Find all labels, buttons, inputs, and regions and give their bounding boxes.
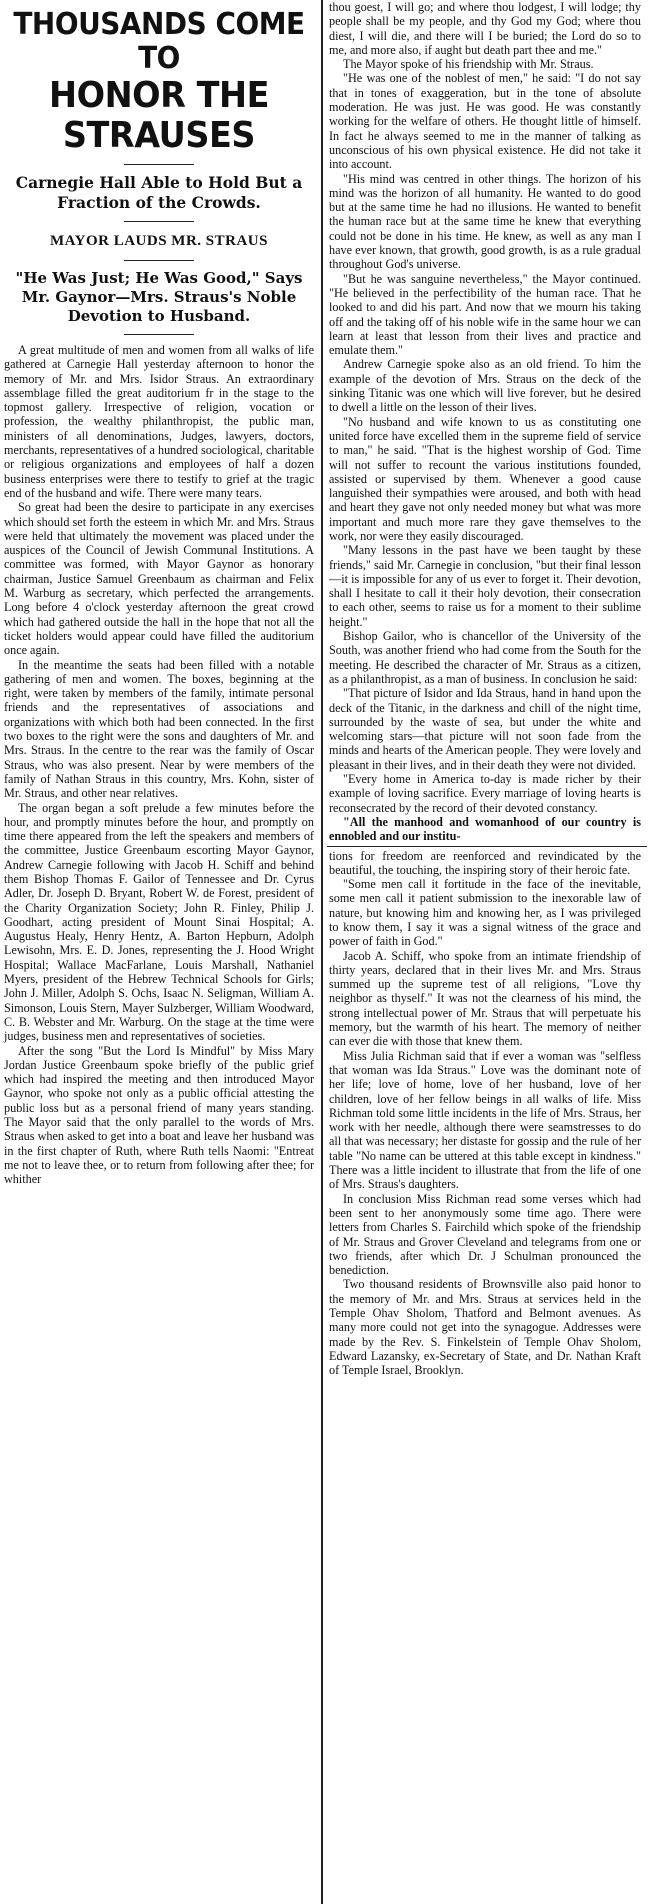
- paragraph: "That picture of Isidor and Ida Straus, hand in hand upon the deck of the Titanic, in the darkness and chill of the night time, surrounded by the waste of sea, but under the white and welcoming stars—that picture will not soon fade from the minds and hearts of the American people. They were lovely and pleasant in their lives, and in their death they were not divided.: [329, 686, 641, 772]
- paragraph: Andrew Carnegie spoke also as an old friend. To him the example of the devotion of Mrs. Straus on the deck of the sinking Titanic was one which will live forever, but he desired to dwell a little on the lesson of their lives.: [329, 357, 641, 415]
- paragraph: Jacob A. Schiff, who spoke from an intimate friendship of thirty years, declared that in their lives Mr. and Mrs. Straus summed up the supreme test of all religions, "Love thy neighbor as thyself." It was not the clearness of his mind, the strong intellectual power of Mr. Straus that will perpetuate his memory, but the warmth of his heart. The memory of neither can ever die with those that knew them.: [329, 948, 641, 1049]
- paragraph: "But he was sanguine nevertheless," the Mayor continued. "He believed in the perfectibility of the human race. That he looked to and did his part. And now that we mourn his taking off and the taking off of his noble wife in the same hour we can learn at least that lesson from their lives and practice and emulate them.": [329, 271, 641, 358]
- column-break-rule: [327, 846, 647, 847]
- paragraph: In conclusion Miss Richman read some verses which had been sent to her anonymously some time ago. There were letters from Charles S. Fairchild which spoke of the friendship of Mr. Straus and Grover Cleveland and telegrams from one or two friends, after which Dr. J Schulman pronounced the benediction.: [329, 1191, 641, 1278]
- divider: [124, 221, 194, 222]
- divider: [124, 164, 194, 165]
- headline-line-2: HONOR THE STRAUSES: [49, 75, 269, 156]
- column-rule: [321, 0, 323, 1904]
- paragraph: "All the manhood and womanhood of our country is ennobled and our institu-: [329, 814, 641, 844]
- headline: [11, 8, 307, 156]
- headline-line-1: THOUSANDS COME TO: [13, 7, 305, 76]
- paragraph: A great multitude of men and women from all walks of life gathered at Carnegie Hall yesterday afternoon to honor the memory of Mr. and Mrs. Isidor Straus. An extraordinary assemblage filled the great auditorium fr in the stage to the topmost gallery. Irrespective of religion, vocation or profession, the wealthy philanthropist, the public man, ministers of all denominations, Judges, lawyers, doctors, merchants, representatives of a hundred sociological, charitable or religious organizations and employees of half a dozen business enterprises were there to testify to grief at the tragic end of the husband and wife. There were many tears.: [4, 343, 314, 500]
- divider: [124, 334, 194, 335]
- subheadline-3: "He Was Just; He Was Good," Says Mr. Gaynor—Mrs. Straus's Noble Devotion to Husband.: [15, 269, 303, 325]
- paragraph: So great had been the desire to participate in any exercises which should set forth the esteem in which Mr. and Mrs. Straus were held that ultimately the movement was placed under the auspices of the Council of Jewish Communal Institutions. A committee was formed, with Mayor Gaynor as honorary chairman, Justice Samuel Greenbaum as chairman and Felix M. Warburg as secretary, which perfected the arrangements. Long before 4 o'clock yesterday afternoon the great crowd which had gathered outside the hall in the hope that not all the ticket holders would appear could have filled the auditorium once again.: [4, 500, 314, 658]
- paragraph: The organ began a soft prelude a few minutes before the hour, and promptly minutes before the hour, and promptly on time there appeared from the left the speakers and members of the committee, Justice Greenbaum escorting Mayor Gaynor, Andrew Carnegie following with Jacob H. Schiff and behind them Bishop Thomas F. Gailor of Tennessee and Dr. Cyrus Adler, Dr. Joseph D. Bryant, Robert W. de Forest, president of the Charity Organization Society; John R. Finley, Philip J. Goodhart, acting president of Mount Sinai Hospital; A. Augustus Healy, Henry Hentz, A. Barton Hepburn, Adolph Lewisohn, Mrs. E. D. Jones, representing the J. Hood Wright Hospital; Wallace MacFarlane, Louis Marshall, Nathaniel Myers, president of the Hebrew Technical Schools for Girls; John J. Miller, Adolph S. Ochs, Isaac N. Seligman, William A. Simonson, Louis Stern, Mayer Sulzberger, William Woodward, C. B. Webster and Mr. Warburg. On the stage at the time were judges, business men and representatives of societies.: [4, 800, 314, 1044]
- right-column: [327, 0, 647, 1904]
- article-body-right-continued: [329, 849, 641, 1378]
- paragraph: "Many lessons in the past have we been taught by these friends," said Mr. Carnegie in conclusion, "but their final lesson—it is impossible for any of us ever to forget it. Their devotion, shall I hesitate to call it their holy devotion, their consecration to each other, seems to raise us for a moment to their sublime height.": [329, 543, 641, 629]
- paragraph: "Every home in America to-day is made richer by their example of loving sacrifice. Every marriage of loving hearts is reconsecrated by the record of their devoted constancy.: [329, 772, 641, 815]
- divider: [124, 260, 194, 261]
- paragraph: "Some men call it fortitude in the face of the inevitable, some men call it patient submission to the inexorable law of nature, but knowing him and knowing her, as I was privileged to know them, I say it was a signal witness of the grace and power of faith in God.": [329, 877, 641, 949]
- paragraph: After the song "But the Lord Is Mindful" by Miss Mary Jordan Justice Greenbaum spoke briefly of the public grief which had inspired the meeting and then introduced Mayor Gaynor, who spoke not only as a public official attesting the public loss but as a personal friend of many years standing. The Mayor said that the only parallel to the words of Mrs. Straus when asked to get into a boat and leave her husband was in the first chapter of Ruth, where Ruth tells Naomi: "Entreat me not to leave thee, or to return from following after thee; for whither: [4, 1043, 314, 1187]
- paragraph: tions for freedom are reenforced and revindicated by the beautiful, the touching, the inspiring story of their heroic fate.: [329, 848, 641, 877]
- article-body-right: [329, 0, 641, 844]
- paragraph: thou goest, I will go; and where thou lodgest, I will lodge; thy people shall be my people, and thy God my God; where thou diest, I will die, and there will I be buried; the Lord do so to me, and more also, if aught but death part thee and me.": [329, 0, 641, 57]
- article-body-left: [4, 343, 314, 1187]
- paragraph: Bishop Gailor, who is chancellor of the University of the South, was another friend who had come from the South for the meeting. He described the character of Mr. Straus as a citizen, as a philanthropist, as a man of business. In conclusion he said:: [329, 629, 641, 686]
- subheadline-1: Carnegie Hall Able to Hold But a Fraction of the Crowds.: [15, 173, 303, 212]
- paragraph: "He was one of the noblest of men," he said: "I do not say that in tones of exaggeration, but in the tone of absolute moderation. He was just. He was good. He was constantly working for the welfare of others. He thought little of himself. In fact he always seemed to me in the manner of talking as unconscious of his own physical existence. He did not take it into account.: [329, 71, 641, 172]
- paragraph: In the meantime the seats had been filled with a notable gathering of men and women. The boxes, beginning at the right, were taken by members of the family, intimate personal friends and the representatives of associations and organizations with which both had been connected. In the first two boxes to the right were the sons and daughters of Mr. and Mrs. Straus. In the centre to the rear was the family of Oscar Straus, who was also present. Near by were members of the family of Nathan Straus in this country, Mrs. Kohn, sister of Mr. Straus, and other near relatives.: [4, 657, 314, 801]
- paragraph: The Mayor spoke of his friendship with Mr. Straus.: [343, 57, 594, 72]
- paragraph: Two thousand residents of Brownsville also paid honor to the memory of Mr. and Mrs. Straus at services held in the Temple Ohav Sholom, Thatford and Belmont avenues. As many more could not get into the synagogue. Addresses were made by the Rev. S. Finkelstein of Temple Ohav Sholom, Edward Lazansky, ex-Secretary of State, and Dr. Nathan Kraft of Temple Israel, Brooklyn.: [329, 1277, 641, 1378]
- paragraph: "No husband and wife known to us as constituting one united force have excelled them in the supreme field of service to man," he said. "That is the highest worship of God. Time will not suffer to recount the various institutions founded, assisted or supervised by them. Whenever a good cause languished their sympathies were aroused, and both with head and heart they gave not only needed money but what was more important and much more rare they gave themselves to the work, nor were they easily discouraged.: [329, 414, 641, 543]
- paragraph: Miss Julia Richman said that if ever a woman was "selfless that woman was Ida Straus." Love was the dominant note of her life; love of home, love of her husband, love of her children, love of her fellow beings in all walks of life. Miss Richman told some little incidents in the life of Mrs. Straus, her work with her needle, although there were seamstresses to do all that was necessary; her distaste for gossip and the rule of her table "No name can be uttered at this table except in kindness." There was a little incident to illustrate that from the life of one of Mrs. Straus's daughters.: [329, 1048, 641, 1192]
- paragraph: "His mind was centred in other things. The horizon of his mind was the horizon of all humanity. He wanted to do good but at the same time he had no illusions. He wanted to benefit the human race but at the same time he knew that everything could not be done in his time. He knew, as well as any man I have ever known, that growth, good growth, is as a rule gradual throughout God's universe.: [329, 171, 641, 272]
- left-column: [0, 0, 318, 1904]
- subheadline-2: MAYOR LAUDS MR. STRAUS: [50, 233, 268, 249]
